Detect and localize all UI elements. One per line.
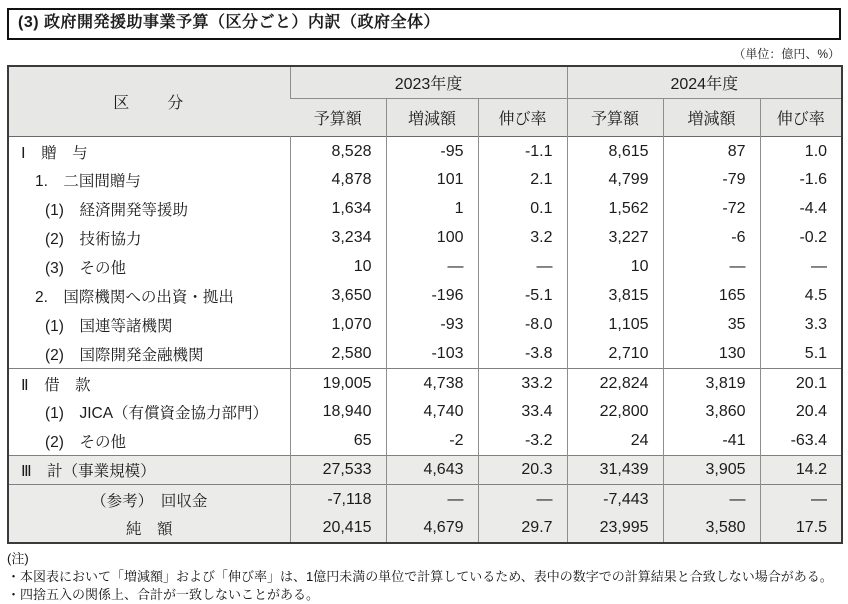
cell-value: -5.1 xyxy=(478,282,567,311)
table-row xyxy=(8,224,842,253)
cell-value: 31,439 xyxy=(567,456,663,485)
row-label: Ⅱ 借 款 xyxy=(8,369,290,398)
cell-value: -6 xyxy=(663,224,760,253)
cell-value: -4.4 xyxy=(760,195,842,224)
row-label: (1) 経済開発等援助 xyxy=(8,195,290,224)
cell-value: -103 xyxy=(386,340,478,369)
cell-value: 3,815 xyxy=(567,282,663,311)
row-label: (1) 国連等諸機関 xyxy=(8,311,290,340)
table-row xyxy=(8,427,842,456)
cell-value: ― xyxy=(386,253,478,282)
table-row xyxy=(8,137,842,166)
row-label: 1. 二国間贈与 xyxy=(8,166,290,195)
cell-value: 4,878 xyxy=(290,166,386,195)
cell-value: 3,650 xyxy=(290,282,386,311)
cell-value: -3.8 xyxy=(478,340,567,369)
table-row xyxy=(8,253,842,282)
unit-note: （単位：億円、%） xyxy=(733,46,840,61)
cell-value: 8,615 xyxy=(567,137,663,166)
cell-value: 3,819 xyxy=(663,369,760,398)
footnote-item: ・四捨五入の関係上、合計が一致しないことがある。 xyxy=(7,586,320,602)
cell-value: ― xyxy=(663,253,760,282)
cell-value: 165 xyxy=(663,282,760,311)
table-row xyxy=(8,166,842,195)
cell-value: ― xyxy=(478,253,567,282)
cell-value: 23,995 xyxy=(567,514,663,543)
cell-value: 0.1 xyxy=(478,195,567,224)
table-body xyxy=(8,137,842,543)
cell-value: 10 xyxy=(290,253,386,282)
cell-value: 17.5 xyxy=(760,514,842,543)
cell-value: -0.2 xyxy=(760,224,842,253)
cell-value: 2,580 xyxy=(290,340,386,369)
row-label: (2) その他 xyxy=(8,427,290,456)
cell-value: 100 xyxy=(386,224,478,253)
table-row xyxy=(8,369,842,398)
table-row xyxy=(8,456,842,485)
cell-value: 3,905 xyxy=(663,456,760,485)
row-label: (2) 技術協力 xyxy=(8,224,290,253)
cell-value: 3.2 xyxy=(478,224,567,253)
cell-value: 24 xyxy=(567,427,663,456)
table-row xyxy=(8,195,842,224)
row-label: Ⅰ 贈 与 xyxy=(8,137,290,166)
cell-value: -7,443 xyxy=(567,485,663,514)
cell-value: ― xyxy=(760,485,842,514)
cell-value: 35 xyxy=(663,311,760,340)
cell-value: -2 xyxy=(386,427,478,456)
year-2024-header: 2024年度 xyxy=(567,66,842,99)
cell-value: 3.3 xyxy=(760,311,842,340)
cell-value: 130 xyxy=(663,340,760,369)
cell-value: 1,562 xyxy=(567,195,663,224)
cell-value: -3.2 xyxy=(478,427,567,456)
cell-value: 4,740 xyxy=(386,398,478,427)
cell-value: 4,799 xyxy=(567,166,663,195)
col-header-2023-change: 増減額 xyxy=(386,99,478,137)
cell-value: 1,105 xyxy=(567,311,663,340)
cell-value: 1,634 xyxy=(290,195,386,224)
footnote-item: ・本図表において「増減額」および「伸び率」は、1億円未満の単位で計算しているため、表中の数字での計算結果と合致しない場合がある。 xyxy=(7,568,833,584)
cell-value: 18,940 xyxy=(290,398,386,427)
cell-value: -95 xyxy=(386,137,478,166)
cell-value: -7,118 xyxy=(290,485,386,514)
cell-value: -1.1 xyxy=(478,137,567,166)
cell-value: 20.3 xyxy=(478,456,567,485)
cell-value: 3,234 xyxy=(290,224,386,253)
cell-value: ― xyxy=(386,485,478,514)
year-header-row xyxy=(8,66,842,99)
year-2023-header: 2023年度 xyxy=(290,66,567,99)
table-row xyxy=(8,398,842,427)
cell-value: 4,643 xyxy=(386,456,478,485)
row-label: （参考） 回収金 xyxy=(8,485,290,514)
cell-value: 19,005 xyxy=(290,369,386,398)
cell-value: -196 xyxy=(386,282,478,311)
cell-value: 8,528 xyxy=(290,137,386,166)
cell-value: -72 xyxy=(663,195,760,224)
table-row xyxy=(8,485,842,514)
cell-value: 5.1 xyxy=(760,340,842,369)
cell-value: 2.1 xyxy=(478,166,567,195)
budget-table xyxy=(7,65,843,544)
cell-value: 2,710 xyxy=(567,340,663,369)
cell-value: 3,580 xyxy=(663,514,760,543)
col-header-2024-change: 増減額 xyxy=(663,99,760,137)
cell-value: 101 xyxy=(386,166,478,195)
footnotes xyxy=(7,550,841,604)
cell-value: -41 xyxy=(663,427,760,456)
cell-value: 14.2 xyxy=(760,456,842,485)
cell-value: -8.0 xyxy=(478,311,567,340)
cell-value: 1.0 xyxy=(760,137,842,166)
cell-value: 10 xyxy=(567,253,663,282)
table-row xyxy=(8,311,842,340)
cell-value: 27,533 xyxy=(290,456,386,485)
cell-value: 4,679 xyxy=(386,514,478,543)
cell-value: ― xyxy=(760,253,842,282)
row-label: (2) 国際開発金融機関 xyxy=(8,340,290,369)
col-header-2023-rate: 伸び率 xyxy=(478,99,567,137)
cell-value: 20,415 xyxy=(290,514,386,543)
row-label: (1) JICA（有償資金協力部門） xyxy=(8,398,290,427)
category-header: 区 分 xyxy=(8,66,290,137)
cell-value: 20.1 xyxy=(760,369,842,398)
footnote-heading: (注) xyxy=(7,550,29,566)
table-row xyxy=(8,340,842,369)
cell-value: 1,070 xyxy=(290,311,386,340)
cell-value: 3,860 xyxy=(663,398,760,427)
cell-value: 3,227 xyxy=(567,224,663,253)
cell-value: 87 xyxy=(663,137,760,166)
row-label: Ⅲ 計（事業規模） xyxy=(8,456,290,485)
table-row xyxy=(8,282,842,311)
row-label: 2. 国際機関への出資・拠出 xyxy=(8,282,290,311)
col-header-2023-budget: 予算額 xyxy=(290,99,386,137)
cell-value: 22,800 xyxy=(567,398,663,427)
cell-value: 65 xyxy=(290,427,386,456)
cell-value: 4.5 xyxy=(760,282,842,311)
cell-value: ― xyxy=(478,485,567,514)
cell-value: 29.7 xyxy=(478,514,567,543)
table-header xyxy=(8,66,842,137)
row-label: 純 額 xyxy=(8,514,290,543)
table-row xyxy=(8,514,842,543)
cell-value: -79 xyxy=(663,166,760,195)
page-title: (3) 政府開発援助事業予算（区分ごと）内訳（政府全体） xyxy=(7,8,841,40)
cell-value: 33.2 xyxy=(478,369,567,398)
cell-value: 20.4 xyxy=(760,398,842,427)
cell-value: 1 xyxy=(386,195,478,224)
cell-value: -63.4 xyxy=(760,427,842,456)
cell-value: 22,824 xyxy=(567,369,663,398)
cell-value: 33.4 xyxy=(478,398,567,427)
cell-value: ― xyxy=(663,485,760,514)
cell-value: -1.6 xyxy=(760,166,842,195)
cell-value: -93 xyxy=(386,311,478,340)
cell-value: 4,738 xyxy=(386,369,478,398)
col-header-2024-budget: 予算額 xyxy=(567,99,663,137)
row-label: (3) その他 xyxy=(8,253,290,282)
col-header-2024-rate: 伸び率 xyxy=(760,99,842,137)
